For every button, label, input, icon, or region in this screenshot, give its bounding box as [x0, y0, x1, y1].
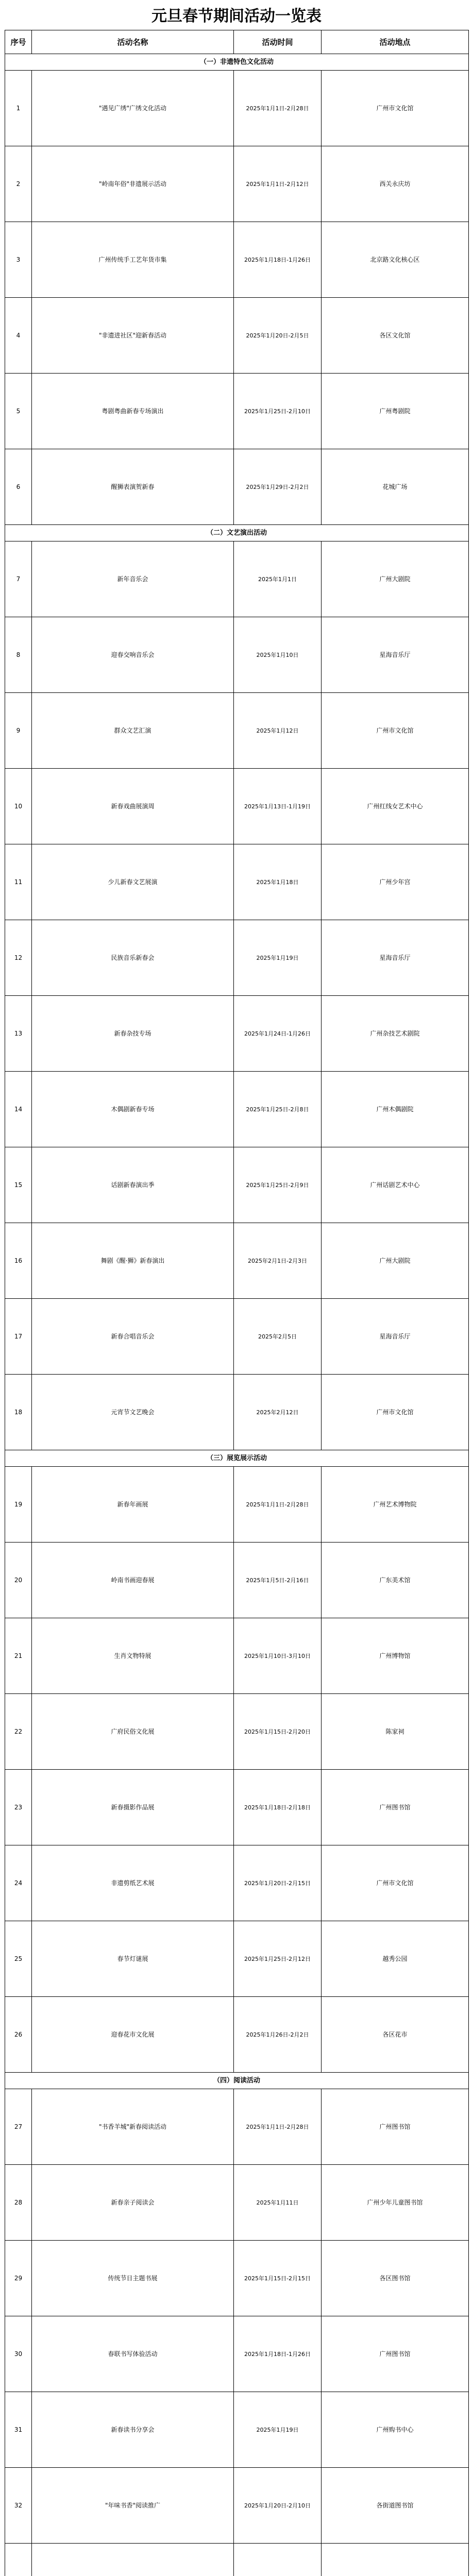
- activity-name: "非遗进社区"迎新春活动: [32, 298, 234, 374]
- row-number: 20: [5, 1543, 32, 1618]
- table-row: [5, 2165, 469, 2241]
- activity-name: 元宵节文艺晚会: [32, 1375, 234, 1450]
- section-label: （一）非遗特色文化活动: [5, 54, 469, 71]
- activity-place: 广州红线女艺术中心: [322, 769, 469, 844]
- activity-place: 广州少年儿童图书馆: [322, 2165, 469, 2241]
- activity-name: "书香羊城"新春阅读活动: [32, 2089, 234, 2165]
- activity-time: 2025年2月12日: [234, 1375, 322, 1450]
- table-row: [5, 146, 469, 222]
- activity-place: 广州市文化馆: [322, 1375, 469, 1450]
- activity-name: 新春合唱音乐会: [32, 1299, 234, 1375]
- row-number: 11: [5, 844, 32, 920]
- activity-place: 广州市文化馆: [322, 693, 469, 769]
- activity-time: 2025年1月12日: [234, 693, 322, 769]
- activity-place: 广州购书中心: [322, 2392, 469, 2468]
- header-name: 活动名称: [32, 30, 234, 54]
- activity-name: "年味书香"阅读推广: [32, 2468, 234, 2544]
- activity-time: 2025年2月5日: [234, 1299, 322, 1375]
- activity-name: 民族音乐新春会: [32, 920, 234, 996]
- row-number: 23: [5, 1770, 32, 1845]
- activity-place: 广州粤剧院: [322, 374, 469, 449]
- activity-name: 新春亲子阅读会: [32, 2165, 234, 2241]
- activity-time: 2025年1月18日-1月26日: [234, 222, 322, 298]
- activity-time: 2025年1月11日: [234, 2165, 322, 2241]
- activity-place: 越秀公园: [322, 1921, 469, 1997]
- activity-name: 非遗剪纸艺术展: [32, 1845, 234, 1921]
- activity-place: 各区图书馆: [322, 2241, 469, 2316]
- table-row: [5, 222, 469, 298]
- row-number: 18: [5, 1375, 32, 1450]
- table-row: [5, 2392, 469, 2468]
- row-number: 12: [5, 920, 32, 996]
- activity-name: 少儿新春文艺展演: [32, 844, 234, 920]
- header-place: 活动地点: [322, 30, 469, 54]
- row-number: 4: [5, 298, 32, 374]
- table-row: [5, 1072, 469, 1147]
- table-row: [5, 617, 469, 693]
- table-row: [5, 2089, 469, 2165]
- activity-name: 舞剧《醒·狮》新春演出: [32, 1223, 234, 1299]
- table-row: [5, 769, 469, 844]
- activity-place: 西关永庆坊: [322, 146, 469, 222]
- activity-name: 广州传统手工艺年货市集: [32, 222, 234, 298]
- row-number: 31: [5, 2392, 32, 2468]
- activity-time: 2025年1月13日-1月19日: [234, 769, 322, 844]
- activity-time: 2025年1月15日-2月15日: [234, 2241, 322, 2316]
- table-row: [5, 1921, 469, 1997]
- table-row: [5, 1770, 469, 1845]
- table-header-row: [5, 30, 469, 54]
- activity-name: "遇见广绣"广绣文化活动: [32, 71, 234, 146]
- row-number: 2: [5, 146, 32, 222]
- row-number: 1: [5, 71, 32, 146]
- activity-place: 广东美术馆: [322, 1543, 469, 1618]
- row-number: 7: [5, 541, 32, 617]
- activity-place: 广州图书馆: [322, 1770, 469, 1845]
- activity-place: 各区花市: [322, 1997, 469, 2073]
- activity-time: 2025年1月1日-2月28日: [234, 1467, 322, 1543]
- activity-time: 2025年1月18日-2月18日: [234, 1770, 322, 1845]
- activity-time: [234, 2544, 322, 2576]
- row-number: 22: [5, 1694, 32, 1770]
- activity-time: 2025年1月15日-2月20日: [234, 1694, 322, 1770]
- activity-place: 星海音乐厅: [322, 1299, 469, 1375]
- row-number: 24: [5, 1845, 32, 1921]
- row-number: 19: [5, 1467, 32, 1543]
- row-number: 15: [5, 1147, 32, 1223]
- row-number: 14: [5, 1072, 32, 1147]
- activity-time: 2025年1月25日-2月10日: [234, 374, 322, 449]
- activity-place: 广州市文化馆: [322, 71, 469, 146]
- activity-name: 新春读书分享会: [32, 2392, 234, 2468]
- header-time: 活动时间: [234, 30, 322, 54]
- activity-place: 广州少年宫: [322, 844, 469, 920]
- row-number: 21: [5, 1618, 32, 1694]
- activity-place: 星海音乐厅: [322, 920, 469, 996]
- table-row: [5, 71, 469, 146]
- table-row: [5, 1147, 469, 1223]
- activity-name: 粤剧粤曲新春专场演出: [32, 374, 234, 449]
- row-number: [5, 2544, 32, 2576]
- activity-table: [5, 30, 469, 2576]
- activity-place: 北京路文化核心区: [322, 222, 469, 298]
- activity-name: 群众文艺汇演: [32, 693, 234, 769]
- activity-time: 2025年1月26日-2月2日: [234, 1997, 322, 2073]
- activity-place: 星海音乐厅: [322, 617, 469, 693]
- activity-time: 2025年1月18日: [234, 844, 322, 920]
- activity-name: 广府民俗文化展: [32, 1694, 234, 1770]
- table-row: [5, 844, 469, 920]
- row-number: 27: [5, 2089, 32, 2165]
- row-number: 30: [5, 2316, 32, 2392]
- activity-time: 2025年1月1日-2月28日: [234, 71, 322, 146]
- activity-time: 2025年1月19日: [234, 920, 322, 996]
- section-row: [5, 1450, 469, 1467]
- activity-name: 迎春交响音乐会: [32, 617, 234, 693]
- activity-time: 2025年1月24日-1月26日: [234, 996, 322, 1072]
- activity-name: 新年音乐会: [32, 541, 234, 617]
- activity-name: 春节灯谜展: [32, 1921, 234, 1997]
- activity-name: 新春戏曲展演周: [32, 769, 234, 844]
- activity-time: 2025年1月20日-2月5日: [234, 298, 322, 374]
- section-row: [5, 2073, 469, 2089]
- activity-name: [32, 2544, 234, 2576]
- table-row: [5, 374, 469, 449]
- activity-place: 广州图书馆: [322, 2089, 469, 2165]
- section-label: （二）文艺演出活动: [5, 525, 469, 541]
- table-row: [5, 1223, 469, 1299]
- table-row: [5, 2468, 469, 2544]
- activity-time: 2025年1月10日-3月10日: [234, 1618, 322, 1694]
- row-number: 32: [5, 2468, 32, 2544]
- activity-time: 2025年1月10日: [234, 617, 322, 693]
- activity-name: 醒狮表演贺新春: [32, 449, 234, 525]
- table-row: [5, 920, 469, 996]
- page-title: 元旦春节期间活动一览表: [151, 7, 322, 25]
- activity-place: 花城广场: [322, 449, 469, 525]
- table-row: [5, 2241, 469, 2316]
- table-body: [5, 54, 469, 2576]
- activity-place: 广州博物馆: [322, 1618, 469, 1694]
- table-row: [5, 2316, 469, 2392]
- activity-time: 2025年1月20日-2月15日: [234, 1845, 322, 1921]
- table-row: [5, 1694, 469, 1770]
- row-number: 3: [5, 222, 32, 298]
- activity-name: "岭南年俗"非遗展示活动: [32, 146, 234, 222]
- activity-place: 各街道图书馆: [322, 2468, 469, 2544]
- activity-name: 生肖文物特展: [32, 1618, 234, 1694]
- activity-place: 广州图书馆: [322, 2316, 469, 2392]
- activity-time: 2025年1月1日-2月12日: [234, 146, 322, 222]
- table-row: [5, 449, 469, 525]
- section-row: [5, 525, 469, 541]
- activity-time: 2025年2月1日-2月3日: [234, 1223, 322, 1299]
- section-row: [5, 54, 469, 71]
- table-row: [5, 1299, 469, 1375]
- table-row: [5, 1467, 469, 1543]
- activity-time: 2025年1月1日: [234, 541, 322, 617]
- activity-name: 春联书写体验活动: [32, 2316, 234, 2392]
- activity-time: 2025年1月29日-2月2日: [234, 449, 322, 525]
- row-number: 6: [5, 449, 32, 525]
- activity-place: 广州话剧艺术中心: [322, 1147, 469, 1223]
- activity-time: 2025年1月20日-2月10日: [234, 2468, 322, 2544]
- table-row: [5, 298, 469, 374]
- row-number: 13: [5, 996, 32, 1072]
- table-row: [5, 996, 469, 1072]
- section-label: （三）展览展示活动: [5, 1450, 469, 1467]
- activity-place: 广州大剧院: [322, 1223, 469, 1299]
- activity-place: [322, 2544, 469, 2576]
- activity-place: 陈家祠: [322, 1694, 469, 1770]
- activity-time: 2025年1月25日-2月8日: [234, 1072, 322, 1147]
- activity-name: 新春摄影作品展: [32, 1770, 234, 1845]
- header-no: 序号: [5, 30, 32, 54]
- activity-time: 2025年1月18日-1月26日: [234, 2316, 322, 2392]
- table-row: [5, 1845, 469, 1921]
- activity-name: 新春年画展: [32, 1467, 234, 1543]
- table-row: [5, 2544, 469, 2576]
- row-number: 25: [5, 1921, 32, 1997]
- table-row: [5, 1618, 469, 1694]
- activity-place: 广州市文化馆: [322, 1845, 469, 1921]
- activity-place: 广州艺术博物院: [322, 1467, 469, 1543]
- row-number: 5: [5, 374, 32, 449]
- table-row: [5, 1543, 469, 1618]
- activity-name: 新春杂技专场: [32, 996, 234, 1072]
- activity-time: 2025年1月5日-2月16日: [234, 1543, 322, 1618]
- row-number: 8: [5, 617, 32, 693]
- table-row: [5, 1375, 469, 1450]
- activity-time: 2025年1月19日: [234, 2392, 322, 2468]
- activity-name: 木偶剧新春专场: [32, 1072, 234, 1147]
- row-number: 28: [5, 2165, 32, 2241]
- section-label: （四）阅读活动: [5, 2073, 469, 2089]
- row-number: 16: [5, 1223, 32, 1299]
- activity-name: 岭南书画迎春展: [32, 1543, 234, 1618]
- row-number: 9: [5, 693, 32, 769]
- row-number: 26: [5, 1997, 32, 2073]
- activity-name: 传统节日主题书展: [32, 2241, 234, 2316]
- table-row: [5, 693, 469, 769]
- activity-place: 广州大剧院: [322, 541, 469, 617]
- activity-name: 迎春花市文化展: [32, 1997, 234, 2073]
- activity-time: 2025年1月25日-2月9日: [234, 1147, 322, 1223]
- activity-place: 广州杂技艺术剧院: [322, 996, 469, 1072]
- activity-time: 2025年1月1日-2月28日: [234, 2089, 322, 2165]
- row-number: 10: [5, 769, 32, 844]
- activity-place: 各区文化馆: [322, 298, 469, 374]
- table-row: [5, 541, 469, 617]
- activity-place: 广州木偶剧院: [322, 1072, 469, 1147]
- row-number: 17: [5, 1299, 32, 1375]
- row-number: 29: [5, 2241, 32, 2316]
- activity-name: 话剧新春演出季: [32, 1147, 234, 1223]
- table-row: [5, 1997, 469, 2073]
- activity-time: 2025年1月25日-2月12日: [234, 1921, 322, 1997]
